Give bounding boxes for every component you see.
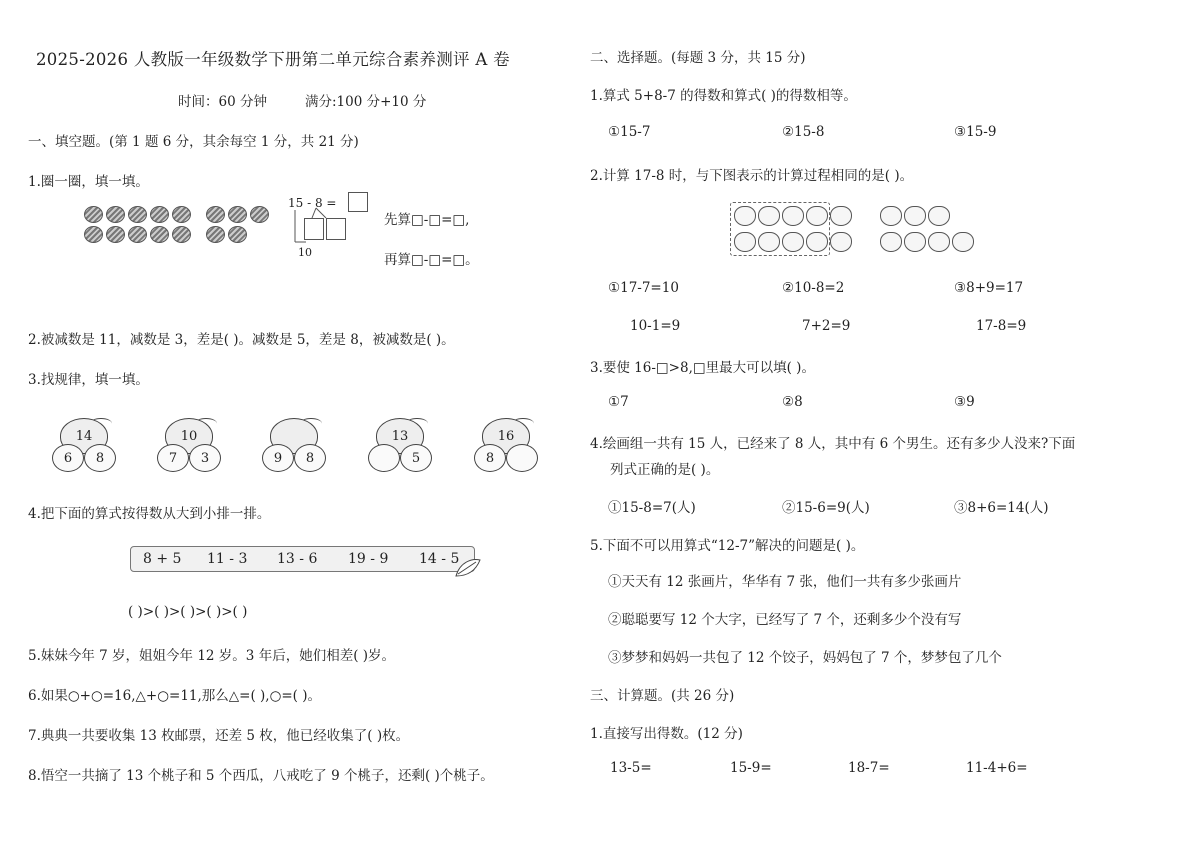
apple-icon xyxy=(782,206,804,226)
leaf-right-number: 8 xyxy=(294,444,326,472)
order-answer: ( )>( )>( )>( )>( ) xyxy=(128,604,248,620)
exam-score: 满分:100 分+10 分 xyxy=(305,94,427,110)
apple-icon xyxy=(880,206,902,226)
calc-item: 13-5= xyxy=(610,760,652,776)
leaf-top-number: 16 xyxy=(482,418,530,454)
apple-icon xyxy=(734,232,756,252)
expression: 8 + 5 xyxy=(143,551,182,567)
split-box-right xyxy=(326,218,346,240)
option: ③8+6=14(人) xyxy=(954,500,1049,516)
option: ①15-7 xyxy=(608,124,651,140)
split-box-left xyxy=(304,218,324,240)
leaf-icon xyxy=(454,556,482,580)
apple-icon xyxy=(782,232,804,252)
leaf-top-number: 14 xyxy=(60,418,108,454)
choice-q4-cont: 列式正确的是( )。 xyxy=(610,462,720,478)
option-line2: 10-1=9 xyxy=(630,318,681,334)
option: ①15-8=7(人) xyxy=(608,500,696,516)
apple-icon xyxy=(806,232,828,252)
apple-icon xyxy=(734,206,756,226)
apple-icon xyxy=(952,232,974,252)
choice-q1: 1.算式 5+8-7 的得数和算式( )的得数相等。 xyxy=(590,88,857,104)
leaf-right-number xyxy=(506,444,538,472)
beads-illustration xyxy=(84,206,274,246)
choice-q4: 4.绘画组一共有 15 人，已经来了 8 人，其中有 6 个男生。还有多少人没来?下面 xyxy=(590,436,1076,452)
expression: 11 - 3 xyxy=(207,551,248,567)
expression: 14 - 5 xyxy=(419,551,460,567)
leaf-left-number: 7 xyxy=(157,444,189,472)
choice-q2: 2.计算 17-8 时，与下图表示的计算过程相同的是( )。 xyxy=(590,168,914,184)
option: ③9 xyxy=(954,394,975,410)
apple-icon xyxy=(830,206,852,226)
option: ②10-8=2 xyxy=(782,280,845,296)
apple-icon xyxy=(830,232,852,252)
question-8: 8.悟空一共摘了 13 个桃子和 5 个西瓜，八戒吃了 9 个桃子，还剩( )个桃子。 xyxy=(28,768,494,784)
question-1: 1.圈一圈，填一填。 xyxy=(28,174,149,190)
option: ②8 xyxy=(782,394,803,410)
choice-q5: 5.下面不可以用算式“12-7”解决的问题是( )。 xyxy=(590,538,865,554)
question-5: 5.妹妹今年 7 岁，姐姐今年 12 岁。3 年后，她们相差( )岁。 xyxy=(28,648,396,664)
apple-icon xyxy=(880,232,902,252)
leaf-left-number: 8 xyxy=(474,444,506,472)
apple-icon xyxy=(928,206,950,226)
page-title: 2025-2026 人教版一年级数学下册第二单元综合素养测评 A 卷 xyxy=(36,50,510,69)
question-7: 7.典典一共要收集 13 枚邮票，还差 5 枚，他已经收集了( )枚。 xyxy=(28,728,410,744)
q1-first-step: 先算□-□=□, xyxy=(384,212,470,228)
option: ①7 xyxy=(608,394,629,410)
split-equation: 15 - 8 = xyxy=(288,196,337,210)
leaf-right-number: 3 xyxy=(189,444,221,472)
calc-item: 18-7= xyxy=(848,760,890,776)
calc-q1: 1.直接写出得数。(12 分) xyxy=(590,726,743,742)
option-line2: 7+2=9 xyxy=(802,318,851,334)
option: ①天天有 12 张画片，华华有 7 张，他们一共有多少张画片 xyxy=(608,574,962,590)
apple-icon xyxy=(758,232,780,252)
question-4: 4.把下面的算式按得数从大到小排一排。 xyxy=(28,506,271,522)
section-choice: 二、选择题。(每题 3 分，共 15 分) xyxy=(590,50,806,66)
expression-bar xyxy=(130,546,475,572)
answer-box xyxy=(348,192,368,212)
calc-item: 11-4+6= xyxy=(966,760,1028,776)
leaf-top-number: 10 xyxy=(165,418,213,454)
q1-second-step: 再算□-□=□。 xyxy=(384,252,479,268)
option: ③15-9 xyxy=(954,124,997,140)
section-calc: 三、计算题。(共 26 分) xyxy=(590,688,735,704)
apple-icon xyxy=(806,206,828,226)
apple-icon xyxy=(904,206,926,226)
leaf-left-number: 9 xyxy=(262,444,294,472)
option: ③梦梦和妈妈一共包了 12 个饺子，妈妈包了 7 个，梦梦包了几个 xyxy=(608,650,1002,666)
expression: 13 - 6 xyxy=(277,551,318,567)
option: ②15-6=9(人) xyxy=(782,500,870,516)
section-fill-blank: 一、填空题。(第 1 题 6 分，其余每空 1 分，共 21 分) xyxy=(28,134,359,150)
leaf-top-number: 13 xyxy=(376,418,424,454)
leaf-right-number: 5 xyxy=(400,444,432,472)
apple-icon xyxy=(928,232,950,252)
option: ②15-8 xyxy=(782,124,825,140)
option: ③8+9=17 xyxy=(954,280,1024,296)
apple-icon xyxy=(758,206,780,226)
option: ①17-7=10 xyxy=(608,280,679,296)
question-3: 3.找规律，填一填。 xyxy=(28,372,149,388)
option-line2: 17-8=9 xyxy=(976,318,1027,334)
leaf-left-number: 6 xyxy=(52,444,84,472)
option: ②聪聪要写 12 个大字，已经写了 7 个，还剩多少个没有写 xyxy=(608,612,962,628)
apple-icon xyxy=(904,232,926,252)
leaf-right-number: 8 xyxy=(84,444,116,472)
calc-item: 15-9= xyxy=(730,760,772,776)
expression: 19 - 9 xyxy=(348,551,389,567)
split-ten: 10 xyxy=(298,246,312,259)
question-6: 6.如果○+○=16,△+○=11,那么△=( ),○=( )。 xyxy=(28,688,322,704)
choice-q3: 3.要使 16-□>8,□里最大可以填( )。 xyxy=(590,360,815,376)
exam-time: 时间：60 分钟 xyxy=(178,94,267,110)
leaf-left-number xyxy=(368,444,400,472)
question-2: 2.被减数是 11，减数是 3，差是( )。减数是 5，差是 8，被减数是( )。 xyxy=(28,332,455,348)
